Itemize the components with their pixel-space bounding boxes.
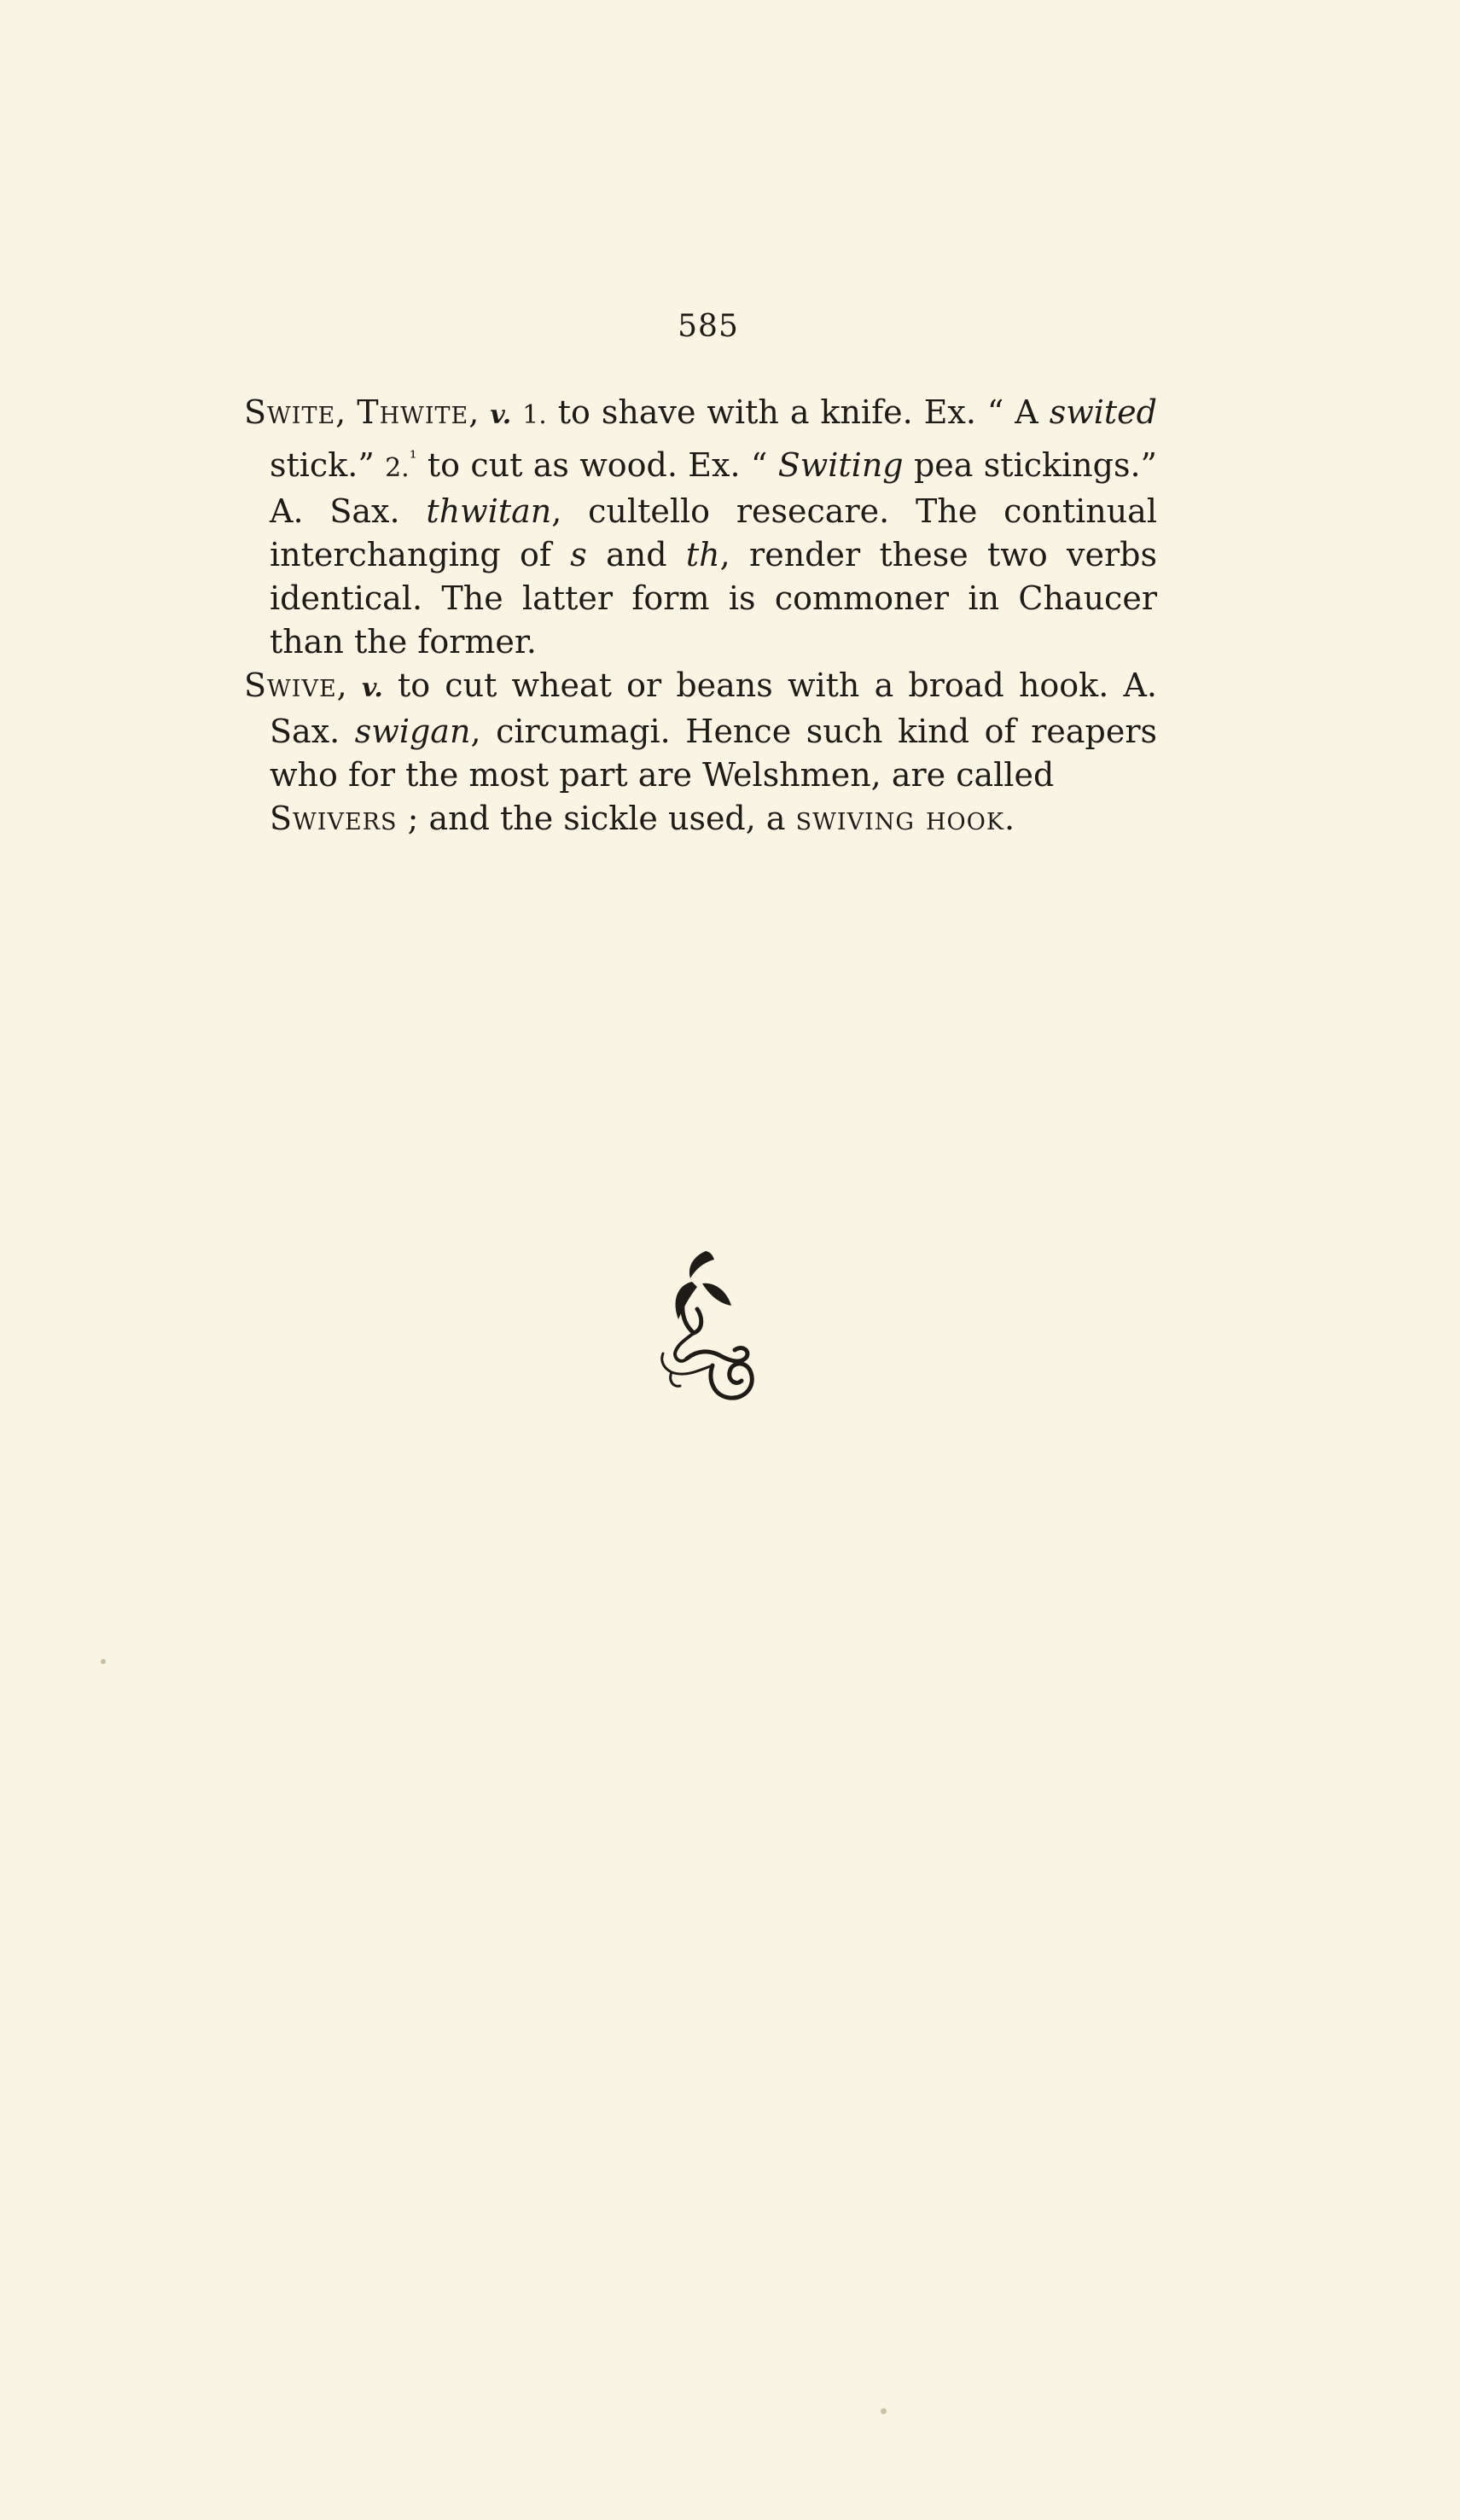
sense-number: 1. [522, 400, 547, 430]
paper-speck [881, 2408, 887, 2414]
term: swiving hook. [795, 800, 1016, 837]
footnote-mark: ¹ [409, 448, 417, 469]
etymon: thwitan [426, 492, 552, 530]
entry-swivers: Swivers ; and the sickle used, a swiving hook. [270, 800, 1016, 837]
headword: Swive [244, 666, 337, 704]
glossary-entries [244, 391, 1157, 841]
etymon: swigan [354, 713, 471, 750]
entry-swite: Swite, Thwite, v. 1. to shave with a knife. Ex. “ A swited stick.” 2.$^{^1}$ to cut as wood. Ex. “ Switing pea stickings.” A. Sax. thwitan, cultello resecare. The continual interchanging of s and th, render these two verbs identical. The latter form is commoner in Chaucer than the former. [244, 393, 1157, 661]
letter: th [685, 536, 720, 573]
paper-speck [101, 1659, 106, 1664]
letter: s [570, 536, 587, 573]
headword: Swivers [270, 800, 398, 837]
page-number: 585 [678, 309, 739, 344]
sense-number: 2. [385, 453, 410, 483]
headword: Thwite [357, 393, 469, 431]
entry-swive: Swive, v. to cut wheat or beans with a broad hook. A. Sax. swigan, circumagi. Hence such kind of reapers who for the most part are Welshmen, are called [244, 666, 1157, 794]
leaf-vine-ornament-icon [653, 1244, 768, 1423]
example-word: Switing [777, 446, 904, 484]
headword: Swite [244, 393, 336, 431]
part-of-speech: v. [490, 400, 512, 430]
example-word: swited [1049, 393, 1157, 431]
part-of-speech: v. [361, 673, 383, 703]
